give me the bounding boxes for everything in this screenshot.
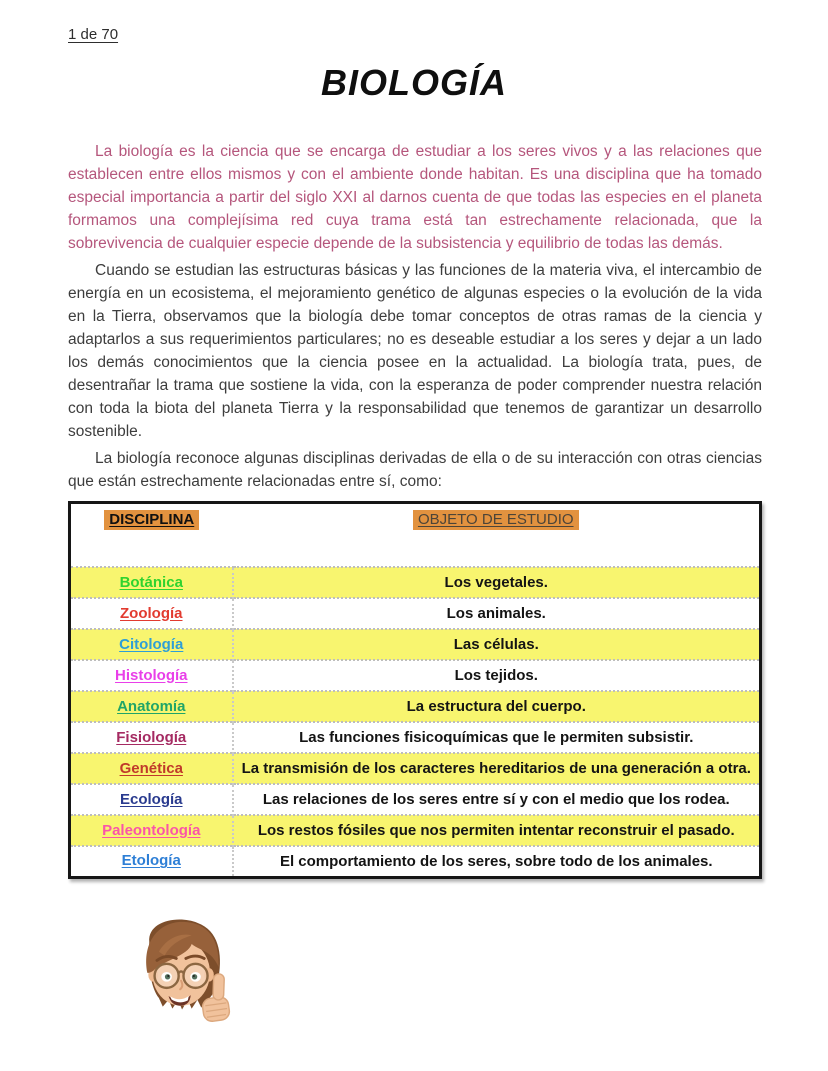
disciplines-table-wrap bbox=[68, 501, 762, 879]
disciplines-table bbox=[68, 501, 762, 879]
discipline-label: Citología bbox=[119, 635, 184, 653]
page-indicator: 1 de 70 bbox=[68, 26, 119, 43]
memoji-thumbs-up-icon bbox=[130, 912, 236, 1030]
table-row bbox=[70, 784, 761, 815]
table-row bbox=[70, 753, 761, 784]
page-content bbox=[68, 140, 762, 879]
discipline-cell bbox=[70, 784, 233, 815]
discipline-label: Botánica bbox=[119, 573, 183, 591]
discipline-cell bbox=[70, 753, 233, 784]
discipline-label: Anatomía bbox=[117, 697, 186, 715]
object-cell: Los animales. bbox=[233, 598, 761, 629]
table-row bbox=[70, 629, 761, 660]
table-row bbox=[70, 722, 761, 753]
object-header-label: OBJETO DE ESTUDIO bbox=[413, 510, 579, 530]
object-cell: Los restos fósiles que nos permiten intentar reconstruir el pasado. bbox=[233, 815, 761, 846]
object-column-header bbox=[233, 503, 761, 568]
object-cell: La estructura del cuerpo. bbox=[233, 691, 761, 722]
discipline-cell bbox=[70, 815, 233, 846]
object-cell: Los tejidos. bbox=[233, 660, 761, 691]
object-cell: Las relaciones de los seres entre sí y con el medio que los rodea. bbox=[233, 784, 761, 815]
discipline-label: Genética bbox=[119, 759, 183, 777]
discipline-label: Fisiología bbox=[116, 728, 187, 746]
table-row bbox=[70, 691, 761, 722]
discipline-cell bbox=[70, 691, 233, 722]
object-cell: Los vegetales. bbox=[233, 567, 761, 598]
table-row bbox=[70, 660, 761, 691]
object-cell: Las células. bbox=[233, 629, 761, 660]
discipline-cell bbox=[70, 598, 233, 629]
table-row bbox=[70, 815, 761, 846]
discipline-cell bbox=[70, 846, 233, 877]
intro-paragraph: La biología es la ciencia que se encarga de estudiar a los seres vivos y a las relaciones que establecen entre ellos mismos y con el ambiente donde habitan. Es una disciplina que ha tomado especial importancia a partir del siglo XXI al darnos cuenta de que todas las especies en el planeta formamos una complejísima red cuya trama está tan estrechamente relacionada, que la sobrevivencia de cualquier especie depende de la subsistencia y equilibrio de todas las demás. bbox=[68, 143, 762, 252]
discipline-label: Paleontología bbox=[102, 821, 201, 839]
discipline-label: Histología bbox=[114, 666, 188, 684]
discipline-cell bbox=[70, 567, 233, 598]
discipline-cell bbox=[70, 629, 233, 660]
object-cell: Las funciones fisicoquímicas que le permiten subsistir. bbox=[233, 722, 761, 753]
lead-in-paragraph: La biología reconoce algunas disciplinas derivadas de ella o de su interacción con otras ciencias que están estrechamente relacionadas entre sí, como: bbox=[68, 450, 762, 490]
table-row bbox=[70, 598, 761, 629]
object-cell: La transmisión de los caracteres hereditarios de una generación a otra. bbox=[233, 753, 761, 784]
discipline-header-label: DISCIPLINA bbox=[104, 510, 199, 530]
discipline-cell bbox=[70, 660, 233, 691]
body-paragraph: Cuando se estudian las estructuras básicas y las funciones de la materia viva, el intercambio de energía en un ecosistema, el mejoramiento genético de algunas especies o la evolución de la vida en la Tierra, observamos que la biología debe tomar conceptos de otras ramas de la ciencia y adaptarlos a sus requerimientos particulares; no es deseable estudiar a los seres y dejar a un lado los demás conocimientos que la ciencia posee en la actualidad. La biología trata, pues, de desentrañar la trama que sostiene la vida, con la esperanza de poder comprender nuestra relación con toda la biota del planeta Tierra y la responsabilidad que tenemos de garantizar un desarrollo sostenible. bbox=[68, 262, 762, 440]
discipline-label: Etología bbox=[121, 852, 181, 870]
discipline-column-header bbox=[70, 503, 233, 568]
table-row bbox=[70, 567, 761, 598]
object-cell: El comportamiento de los seres, sobre todo de los animales. bbox=[233, 846, 761, 877]
table-row bbox=[70, 846, 761, 877]
discipline-label: Zoología bbox=[120, 604, 183, 622]
page-title: BIOLOGÍA bbox=[321, 62, 507, 103]
discipline-cell bbox=[70, 722, 233, 753]
discipline-label: Ecología bbox=[119, 790, 183, 808]
table-header-row bbox=[70, 503, 761, 568]
